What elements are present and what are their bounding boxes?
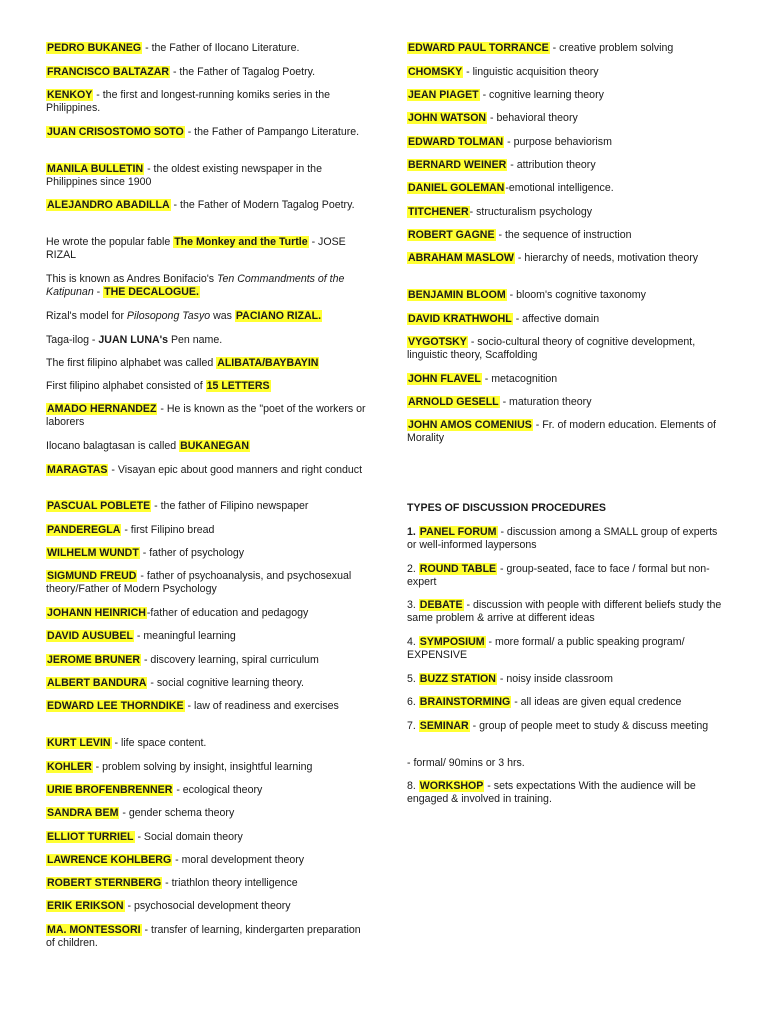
highlight: FRANCISCO BALTAZAR: [47, 66, 170, 78]
entry-rizal-model: [46, 310, 366, 323]
highlight: PACIANO RIZAL.: [235, 310, 322, 322]
highlight: DEBATE: [419, 599, 463, 611]
entry-vygotsky: [407, 336, 727, 363]
discussion-item: [407, 563, 727, 590]
highlight: VYGOTSKY: [408, 336, 467, 348]
entry-albert-bandura: [46, 677, 366, 690]
highlight: EDWARD LEE THORNDIKE: [47, 700, 184, 712]
highlight: EDWARD PAUL TORRANCE: [408, 42, 549, 54]
entry-manila-bulletin: [46, 163, 366, 190]
entry-edward-tolman: [407, 136, 727, 149]
entry-maragtas: [46, 464, 366, 477]
highlight: URIE BROFENBRENNER: [47, 784, 173, 796]
entry-text: -emotional intelligence.: [505, 182, 614, 194]
entry-text: - gender schema theory: [119, 807, 235, 819]
entry-text: - Social domain theory: [134, 831, 243, 843]
entry-chomsky: [407, 66, 727, 79]
highlight: WILHELM WUNDT: [47, 547, 139, 559]
highlight: 15 LETTERS: [206, 380, 270, 392]
highlight: MARAGTAS: [47, 464, 108, 476]
entry-text: - bloom's cognitive taxonomy: [506, 289, 646, 301]
entry-pascual-poblete: [46, 500, 366, 513]
highlight: LAWRENCE KOHLBERG: [47, 854, 172, 866]
highlight: The Monkey and the Turtle: [174, 236, 308, 248]
item-separator: .: [412, 720, 419, 732]
entry-text: The first filipino alphabet was called: [46, 357, 217, 369]
highlight: BRAINSTORMING: [419, 696, 511, 708]
entry-text: - transfer of learning, kindergarten preparation of children.: [46, 924, 361, 950]
entry-text: - more formal/ a public speaking program/ EXPENSIVE: [407, 636, 685, 662]
highlight: JEAN PIAGET: [408, 89, 479, 101]
highlight: ALIBATA/BAYBAYIN: [217, 357, 319, 369]
discussion-item: [407, 673, 727, 686]
entry-text: - purpose behaviorism: [504, 136, 612, 148]
entry-david-krathwohl: [407, 313, 727, 326]
entry-text: - social cognitive learning theory.: [147, 677, 304, 689]
entry-text: - group-seated, face to face / formal but non- expert: [407, 563, 710, 589]
highlight: KURT LEVIN: [47, 737, 111, 749]
entry-text: Taga-ilog -: [46, 334, 99, 346]
highlight: BUZZ STATION: [419, 673, 496, 685]
item-number: 1: [407, 526, 413, 538]
entry-fable: [46, 236, 366, 263]
item-number: 6: [407, 696, 413, 708]
entry-text: - Fr. of modern education. Elements of Morality: [407, 419, 716, 445]
item-separator: .: [412, 563, 419, 575]
italic-text: Pilosopong Tasyo: [126, 310, 211, 322]
entry-text: - JOSE RIZAL: [46, 236, 346, 262]
highlight: PANDEREGLA: [47, 524, 121, 536]
entry-urie-brofenbrenner: [46, 784, 366, 797]
entry-text: - problem solving by insight, insightful learning: [92, 761, 313, 773]
entry-text: - the oldest existing newspaper in the Philippines since 1900: [46, 163, 322, 189]
entry-edward-paul-torrance: [407, 42, 727, 55]
entry-alphabet: [46, 357, 366, 370]
highlight: PEDRO BUKANEG: [47, 42, 142, 54]
highlight: SYMPOSIUM: [419, 636, 485, 648]
entry-text: - the sequence of instruction: [495, 229, 632, 241]
entry-benjamin-bloom: [407, 289, 727, 302]
entry-daniel-goleman: [407, 182, 727, 195]
highlight: WORKSHOP: [419, 780, 484, 792]
highlight: KENKOY: [47, 89, 93, 101]
entry-john-amos-comenius: [407, 419, 727, 446]
entry-johann-heinrich: [46, 607, 366, 620]
seminar-note: - formal/ 90mins or 3 hrs.: [407, 757, 525, 769]
discussion-item: [407, 526, 727, 553]
highlight: ELLIOT TURRIEL: [47, 831, 134, 843]
highlight: JOHN FLAVEL: [408, 373, 481, 385]
entry-text: - the first and longest-running komiks series in the Philippines.: [46, 89, 331, 115]
discussion-item: [407, 599, 727, 626]
entry-text: - discussion among a SMALL group of experts or well-informed laypersons: [407, 526, 718, 552]
highlight: EDWARD TOLMAN: [408, 136, 504, 148]
highlight: DAVID KRATHWOHL: [408, 313, 512, 325]
bold-text: JUAN LUNA's: [98, 334, 169, 346]
entry-jerome-bruner: [46, 654, 366, 667]
entry-text: - discussion with people with different beliefs study the same problem & arrive at different ideas: [407, 599, 722, 625]
entry-text: - cognitive learning theory: [479, 89, 604, 101]
highlight: SANDRA BEM: [47, 807, 119, 819]
highlight: KOHLER: [47, 761, 92, 773]
item-separator: .: [412, 636, 419, 648]
entry-text: - all ideas are given equal credence: [511, 696, 682, 708]
entry-text: - structuralism psychology: [469, 206, 593, 218]
entry-erik-erikson: [46, 900, 366, 913]
entry-kurt-levin: [46, 737, 366, 750]
discussion-heading: TYPES OF DISCUSSION PROCEDURES: [407, 502, 606, 514]
entry-bernard-weiner: [407, 159, 727, 172]
highlight: PASCUAL POBLETE: [47, 500, 151, 512]
highlight: JOHANN HEINRICH: [47, 607, 146, 619]
entry-text: - father of psychoanalysis, and psychosexual theory/Father of Modern Psychology: [46, 570, 352, 596]
entry-text: This is known as Andres Bonifacio's: [46, 273, 218, 285]
discussion-item: [407, 720, 727, 733]
item-separator: .: [412, 780, 419, 792]
entry-text: - group of people meet to study & discuss meeting: [469, 720, 709, 732]
entry-text: - moral development theory: [172, 854, 305, 866]
entry-text: Pen name.: [168, 334, 223, 346]
highlight: ROBERT STERNBERG: [47, 877, 162, 889]
discussion-item: [407, 696, 727, 709]
highlight: JUAN CRISOSTOMO SOTO: [47, 126, 184, 138]
entry-text: - behavioral theory: [487, 112, 578, 124]
entry-sigmund-freud: [46, 570, 366, 597]
entry-robert-gagne: [407, 229, 727, 242]
entry-robert-sternberg: [46, 877, 366, 890]
highlight: SIGMUND FREUD: [47, 570, 137, 582]
entry-text: First filipino alphabet consisted of: [46, 380, 206, 392]
entry-text: - affective domain: [512, 313, 600, 325]
highlight: JOHN WATSON: [408, 112, 487, 124]
entry-panderegla: [46, 524, 366, 537]
highlight: BERNARD WEINER: [408, 159, 507, 171]
entry-elliot-turriel: [46, 831, 366, 844]
entry-juan-crisostomo-soto: [46, 126, 366, 139]
entry-pedro-bukaneg: [46, 42, 366, 55]
entry-text: -father of education and pedagogy: [146, 607, 309, 619]
entry-taga-ilog: [46, 334, 366, 347]
entry-text: - creative problem solving: [549, 42, 674, 54]
entry-francisco-baltazar: [46, 66, 366, 79]
entry-text: - metacognition: [481, 373, 558, 385]
entry-decalogue: [46, 273, 366, 300]
highlight: BENJAMIN BLOOM: [408, 289, 506, 301]
item-number: 4: [407, 636, 413, 648]
entry-text: - hierarchy of needs, motivation theory: [514, 252, 699, 264]
highlight: ROBERT GAGNE: [408, 229, 495, 241]
entry-ma-montessori: [46, 924, 366, 951]
highlight: THE DECALOGUE.: [104, 286, 199, 299]
highlight: MANILA BULLETIN: [47, 163, 144, 175]
entry-text: - meaningful learning: [133, 630, 236, 642]
highlight: ARNOLD GESELL: [408, 396, 499, 408]
entry-titchener: [407, 206, 727, 219]
entry-text: - law of readiness and exercises: [184, 700, 339, 712]
highlight: ERIK ERIKSON: [47, 900, 124, 912]
entry-text: Rizal's model for: [46, 310, 127, 322]
item-separator: .: [412, 599, 419, 611]
entry-text: - father of psychology: [139, 547, 245, 559]
entry-john-flavel: [407, 373, 727, 386]
entry-text: - the Father of Pampango Literature.: [184, 126, 360, 138]
highlight: MA. MONTESSORI: [47, 924, 141, 936]
entry-text: - triathlon theory intelligence: [162, 877, 298, 889]
highlight: TITCHENER: [408, 206, 469, 218]
highlight: ABRAHAM MASLOW: [408, 252, 514, 264]
item-number: 7: [407, 720, 413, 732]
entry-text: was: [210, 310, 235, 322]
entry-sandra-bem: [46, 807, 366, 820]
highlight: JOHN AMOS COMENIUS: [408, 419, 532, 431]
item-number: 8: [407, 780, 413, 792]
entry-letters: [46, 380, 366, 393]
entry-jean-piaget: [407, 89, 727, 102]
highlight: CHOMSKY: [408, 66, 463, 78]
highlight: ALEJANDRO ABADILLA: [47, 199, 170, 211]
item-separator: .: [412, 526, 419, 538]
entry-kohler: [46, 761, 366, 774]
entry-text: - psychosocial development theory: [124, 900, 291, 912]
highlight: SEMINAR: [419, 720, 469, 732]
entry-text: - the father of Filipino newspaper: [151, 500, 309, 512]
entry-david-ausubel: [46, 630, 366, 643]
item-number: 3: [407, 599, 413, 611]
item-number: 2: [407, 563, 413, 575]
discussion-item-workshop: [407, 780, 727, 807]
entry-text: -: [93, 286, 104, 299]
highlight: AMADO HERNANDEZ: [47, 403, 157, 415]
item-number: 5: [407, 673, 413, 685]
entry-text: - socio-cultural theory of cognitive development, linguistic theory, Scaffolding: [407, 336, 696, 362]
item-separator: .: [412, 696, 419, 708]
entry-text: - attribution theory: [507, 159, 596, 171]
highlight: ALBERT BANDURA: [47, 677, 147, 689]
entry-amado-hernandez: [46, 403, 366, 430]
entry-text: - Visayan epic about good manners and right conduct: [108, 464, 363, 476]
highlight: DANIEL GOLEMAN: [408, 182, 505, 194]
entry-balagtasan: [46, 440, 366, 453]
entry-text: - first Filipino bread: [121, 524, 215, 536]
entry-text: - the Father of Ilocano Literature.: [142, 42, 300, 54]
highlight: ROUND TABLE: [419, 563, 497, 575]
entry-text: - linguistic acquisition theory: [463, 66, 599, 78]
entry-edward-lee-thorndike: [46, 700, 366, 713]
entry-text: - noisy inside classroom: [496, 673, 613, 685]
entry-text: - discovery learning, spiral curriculum: [141, 654, 319, 666]
entry-text: - sets expectations With the audience will be engaged & involved in training.: [407, 780, 696, 806]
entry-text: - ecological theory: [173, 784, 263, 796]
highlight: JEROME BRUNER: [47, 654, 141, 666]
entry-wilhelm-wundt: [46, 547, 366, 560]
entry-text: He wrote the popular fable: [46, 236, 174, 248]
highlight: BUKANEGAN: [180, 440, 249, 452]
entry-arnold-gesell: [407, 396, 727, 409]
entry-text: - the Father of Tagalog Poetry.: [170, 66, 316, 78]
item-separator: .: [412, 673, 419, 685]
entry-lawrence-kohlberg: [46, 854, 366, 867]
italic-text: Ten Commandments of the Katipunan: [46, 273, 345, 299]
entry-text: - He is known as the "poet of the workers or laborers: [46, 403, 366, 429]
highlight: DAVID AUSUBEL: [47, 630, 133, 642]
entry-text: - maturation theory: [499, 396, 592, 408]
entry-alejandro-abadilla: [46, 199, 366, 212]
entry-john-watson: [407, 112, 727, 125]
entry-text: - life space content.: [111, 737, 207, 749]
highlight: PANEL FORUM: [419, 526, 497, 538]
discussion-item: [407, 636, 727, 663]
entry-abraham-maslow: [407, 252, 727, 265]
entry-kenkoy: [46, 89, 366, 116]
entry-text: - the Father of Modern Tagalog Poetry.: [170, 199, 355, 211]
entry-text: Ilocano balagtasan is called: [46, 440, 180, 452]
